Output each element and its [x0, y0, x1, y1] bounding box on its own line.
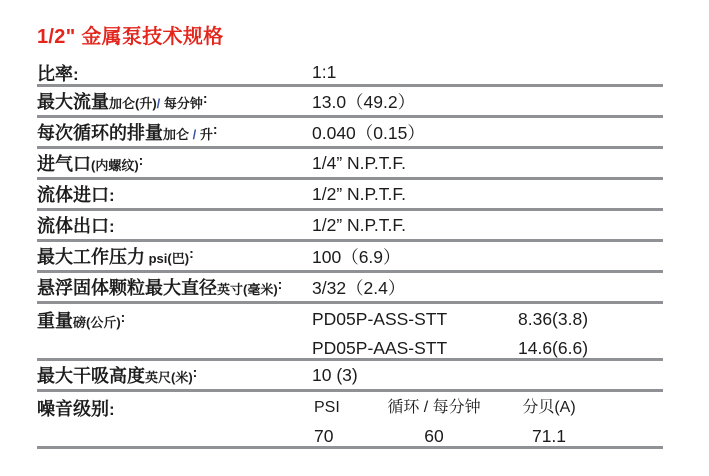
label-main: 每次循环的排量: [37, 123, 163, 143]
spec-row-displacement: [37, 118, 663, 149]
label-colon: :: [120, 309, 126, 325]
label-colon: :: [109, 217, 115, 236]
label-colon: :: [212, 121, 218, 137]
page-title: 1/2" 金属泵技术规格: [37, 26, 224, 48]
label-colon: :: [73, 64, 79, 84]
label-main: 进气口: [37, 154, 91, 174]
label-main: 重量: [37, 311, 73, 331]
label-main: 流体进口: [37, 185, 109, 205]
noise-value-cycles: 60: [424, 426, 444, 446]
row-label: [37, 119, 312, 145]
label-colon: :: [202, 90, 208, 106]
spec-row-weight: [37, 304, 663, 361]
row-value: 100（6.9）: [312, 246, 401, 267]
weight-values: [312, 304, 588, 362]
row-label: [37, 243, 312, 269]
noise-header-decibel: 分贝(A): [522, 399, 576, 416]
weight-line: [312, 333, 588, 362]
row-value: 1:1: [312, 62, 337, 82]
noise-value-decibel: 71.1: [531, 426, 567, 446]
row-value: 1/4” N.P.T.F.: [312, 152, 407, 173]
row-label: [37, 392, 312, 421]
label-sub: 加仑: [163, 127, 193, 142]
row-label: [37, 60, 312, 86]
label-colon: :: [109, 400, 115, 419]
row-value: 10 (3): [312, 364, 358, 385]
row-label: [37, 304, 312, 333]
row-value: 0.040（0.15）: [312, 122, 425, 143]
row-label: [37, 88, 312, 114]
noise-table: [312, 392, 604, 450]
row-value: 1/2” N.P.T.F.: [312, 214, 407, 235]
label-sub: 磅(公斤): [73, 315, 121, 330]
spec-row-max-pressure: [37, 242, 663, 273]
spec-row-fluid-inlet: [37, 180, 663, 211]
spec-row-fluid-outlet: [37, 211, 663, 242]
label-colon: :: [109, 186, 115, 205]
label-sub: 英寸(毫米): [217, 282, 278, 297]
label-colon: :: [192, 364, 198, 380]
label-main: 最大流量: [37, 92, 109, 112]
label-sub-slash: /: [156, 96, 161, 111]
noise-header-cycles: 循环 / 每分钟: [387, 399, 481, 416]
label-main: 最大工作压力: [37, 247, 145, 267]
label-sub: psi(巴): [145, 251, 190, 266]
row-value: 13.0（49.2）: [312, 91, 416, 112]
row-label: [37, 181, 312, 207]
noise-header-row: [312, 392, 604, 421]
spec-row-max-solids: [37, 273, 663, 304]
label-main: 最大干吸高度: [37, 366, 145, 386]
label-sub: 英尺(米): [145, 370, 193, 385]
row-label: [37, 362, 312, 388]
label-main: 流体出口: [37, 216, 109, 236]
spec-row-air-inlet: [37, 149, 663, 180]
weight-line: [312, 304, 588, 333]
label-main: 比率: [37, 63, 73, 84]
label-colon: :: [138, 152, 144, 168]
row-value: 3/32（2.4）: [312, 277, 406, 298]
label-main: 悬浮固体颗粒最大直径: [37, 278, 217, 298]
label-colon: :: [189, 245, 194, 261]
spec-row-suction-lift: [37, 361, 663, 392]
spec-row-max-flow: [37, 87, 663, 118]
weight-model: PD05P-ASS-STT: [312, 309, 448, 329]
weight-value: 14.6(6.6): [518, 338, 589, 358]
noise-header-psi: PSI: [314, 399, 340, 416]
row-label: [37, 212, 312, 238]
label-sub-slash: /: [192, 127, 197, 142]
label-colon: :: [277, 276, 283, 292]
label-sub: (内螺纹): [91, 158, 139, 173]
row-value: 1/2” N.P.T.F.: [312, 183, 407, 204]
spec-row-ratio: [37, 61, 663, 87]
weight-model: PD05P-AAS-STT: [312, 338, 448, 358]
spec-row-noise-level: [37, 392, 663, 449]
label-sub: 加仑(升): [109, 96, 157, 111]
row-label: [37, 274, 312, 300]
noise-value-psi: 70: [314, 426, 334, 446]
row-label: [37, 150, 312, 176]
label-main: 噪音级别: [37, 399, 109, 419]
label-sub: 升: [196, 127, 213, 142]
spec-table: [37, 61, 663, 449]
label-sub: 每分钟: [160, 96, 203, 111]
weight-value: 8.36(3.8): [518, 309, 589, 329]
noise-value-row: [312, 421, 604, 450]
